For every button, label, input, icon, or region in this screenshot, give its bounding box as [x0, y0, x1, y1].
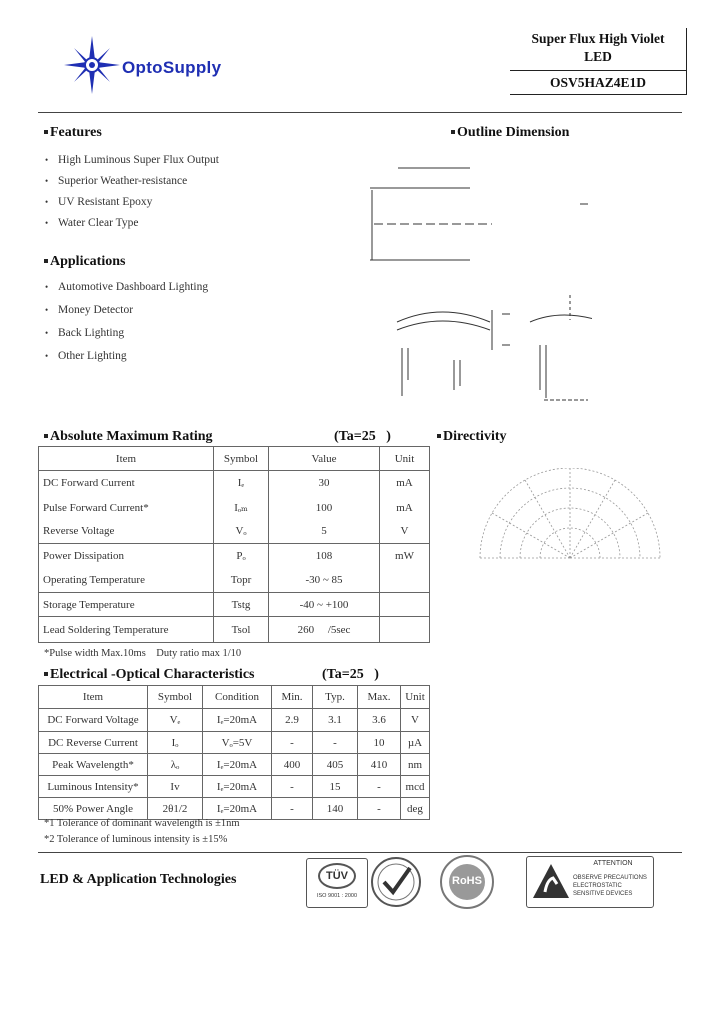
tuv-certificate: TÜV ISO 9001 : 2000	[306, 858, 368, 908]
table-row: Peak Wavelength* λₒ Iₑ=20mA 400 405 410 nm	[39, 754, 430, 776]
star-logo-icon	[62, 34, 122, 96]
directivity-diagram	[470, 468, 670, 568]
col-header: Symbol	[214, 447, 269, 471]
rohs-badge	[436, 854, 498, 910]
col-header: Value	[269, 447, 380, 471]
abs-max-table	[38, 446, 430, 643]
rohs-label: RoHS	[452, 875, 482, 887]
list-item: • Money Detector	[42, 299, 208, 322]
table-row: Pulse Forward Current* Iₒₘ 100 mA	[39, 496, 430, 520]
directivity-heading: Directivity	[437, 429, 507, 445]
esd-attention-label: ATTENTION OBSERVE PRECAUTIONS ELECTROSTATIC SENSITIVE DEVICES	[526, 856, 654, 908]
table-row: DC Forward Current Iₑ 30 mA	[39, 471, 430, 496]
table-row: DC Forward Voltage Vₑ Iₑ=20mA 2.9 3.1 3.6 V	[39, 709, 430, 732]
abs-max-note: *Pulse width Max.10ms Duty ratio max 1/10	[44, 648, 242, 659]
product-title-line2: LED	[584, 49, 612, 64]
abs-max-condition: (Ta=25 )	[334, 429, 391, 444]
col-header: Item	[39, 447, 214, 471]
header-divider	[38, 112, 682, 113]
logo	[62, 34, 272, 96]
list-item: • High Luminous Super Flux Output	[42, 150, 219, 171]
brand-name: OptoSupply	[122, 58, 222, 77]
abs-max-heading: Absolute Maximum Rating	[44, 429, 213, 445]
table-row: Operating Temperature Topr -30 ~ 85	[39, 568, 430, 593]
applications-list	[42, 276, 208, 368]
esd-warning-icon	[531, 862, 571, 902]
eo-condition: (Ta=25 )	[322, 667, 379, 682]
features-list	[42, 150, 219, 234]
table-row: Luminous Intensity* Iv Iₑ=20mA - 15 - mcd	[39, 776, 430, 798]
list-item: • Other Lighting	[42, 345, 208, 368]
eo-note-2: *2 Tolerance of luminous intensity is ±15%	[44, 834, 228, 845]
certified-check-icon	[370, 856, 422, 908]
table-row: Power Dissipation Pₒ 108 mW	[39, 544, 430, 568]
list-item: • UV Resistant Epoxy	[42, 192, 219, 213]
table-row: Reverse Voltage Vₒ 5 V	[39, 520, 430, 544]
title-block	[510, 28, 687, 95]
product-title-line1: Super Flux High Violet	[531, 31, 665, 46]
features-heading: Features	[44, 125, 102, 141]
col-header: Unit	[380, 447, 430, 471]
part-number: OSV5HAZ4E1D	[549, 75, 647, 90]
tuv-logo-icon: TÜV	[318, 863, 356, 889]
eo-note-1: *1 Tolerance of dominant wavelength is ±1nm	[44, 818, 240, 829]
applications-heading: Applications	[44, 254, 125, 270]
table-row: 50% Power Angle 2θ1/2 Iₑ=20mA - 140 - deg	[39, 798, 430, 820]
outline-drawing	[362, 150, 592, 410]
table-row: DC Reverse Current Iₒ Vₒ=5V - - 10 µA	[39, 732, 430, 754]
list-item: • Back Lighting	[42, 322, 208, 345]
eo-heading: Electrical -Optical Characteristics	[44, 667, 254, 683]
eo-table: Item Symbol Condition Min. Typ. Max. Unit DC Forward Voltage Vₑ Iₑ=20mA 2.9 3.1 3.6 V DC Reverse Current Iₒ Vₒ=5V - - 10 µA Peak Wavelength* λₒ Iₑ=20mA 400 405 410 nm Luminous Intensity* Iv Iₑ=20mA - 15 - mcd 50% Power Angle 2θ1/2 Iₑ=20mA - 140 - deg	[38, 685, 430, 820]
table-row: Lead Soldering Temperature Tsol 260 /5sec	[39, 617, 430, 643]
list-item: • Automotive Dashboard Lighting	[42, 276, 208, 299]
company-name: LED & Application Technologies	[40, 872, 237, 887]
table-row: Storage Temperature Tstg -40 ~ +100	[39, 593, 430, 617]
outline-heading: Outline Dimension	[451, 125, 569, 141]
list-item: • Water Clear Type	[42, 213, 219, 234]
list-item: • Superior Weather-resistance	[42, 171, 219, 192]
footer-divider	[38, 852, 682, 853]
